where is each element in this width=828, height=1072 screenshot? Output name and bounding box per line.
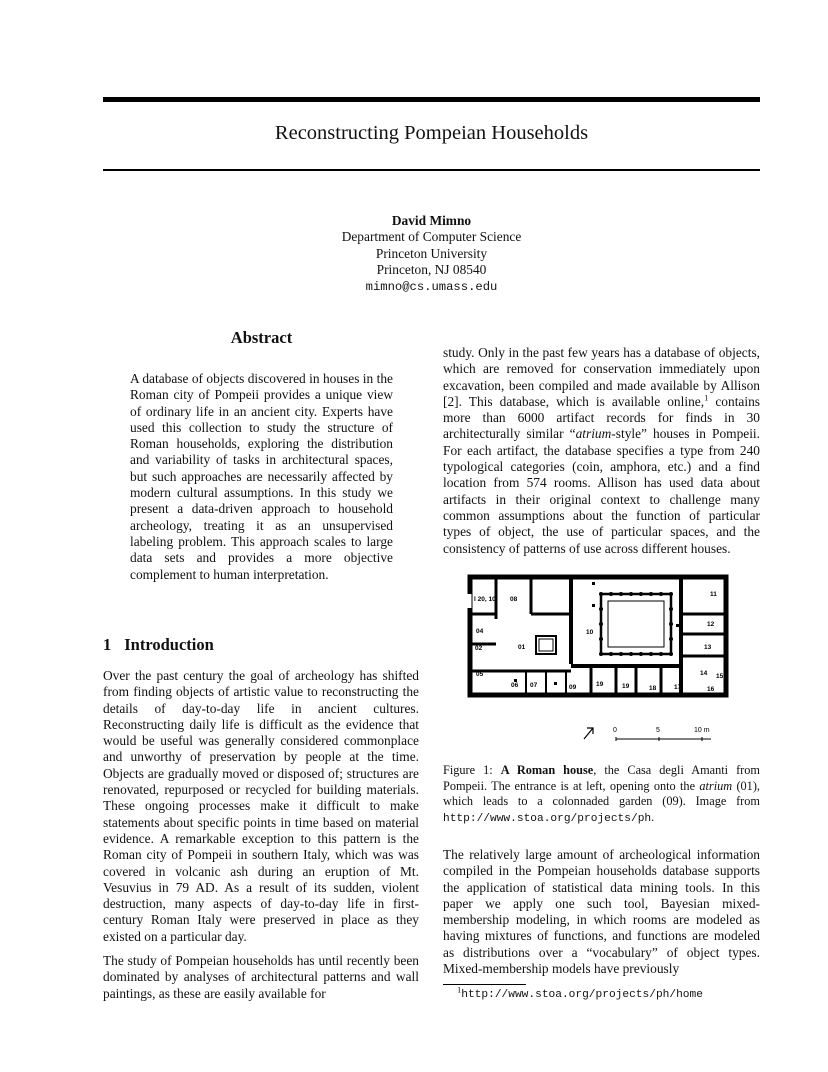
room-label: 07 (530, 682, 538, 689)
scale-label-10m: 10 m (694, 727, 710, 734)
figure-caption (443, 763, 760, 827)
text-run: study. Only in the past few years has a database of objects, which are removed for conservation immediately upon excavation, been compiled and made available by Allison [2]. This database, which is available online, (443, 345, 760, 409)
author-block (103, 213, 760, 295)
intro-paragraph-2: The study of Pompeian households has until recently been dominated by analyses of architectural patterns and wall paintings, as these are easily available for (103, 953, 419, 1001)
room-label: l 20, 10 (474, 596, 496, 603)
caption-prefix: Figure 1: (443, 763, 501, 777)
room-label: 04 (476, 628, 484, 635)
floor-plan-figure (466, 574, 736, 749)
room-label: 19 (622, 683, 630, 690)
room-label: 05 (476, 671, 484, 678)
floor-plan-drawing (466, 574, 736, 749)
room-label: 11 (710, 591, 717, 598)
text-run: contains more than 6000 artifact records for finds in 30 architecturally similar “ (443, 393, 760, 442)
intro-column (103, 668, 419, 1010)
paper-title: Reconstructing Pompeian Households (274, 122, 589, 144)
room-label: 19 (596, 681, 604, 688)
text-run: , the Casa degli Amanti from Pompeii. The entrance is at left, opening onto the (443, 763, 760, 793)
room-label: 16 (707, 686, 715, 693)
room-label: 02 (475, 645, 483, 652)
text-run: . (651, 809, 655, 824)
room-label: 01 (518, 644, 526, 651)
room-label: 14 (700, 670, 708, 677)
room-label: 13 (704, 644, 712, 651)
section-number: 1 (103, 635, 112, 654)
room-label: 08 (510, 596, 518, 603)
room-label: 06 (511, 682, 519, 689)
room-label: 10 (586, 629, 594, 636)
scale-label-0: 0 (613, 727, 617, 734)
footnote-number: 1 (457, 984, 462, 995)
footnote-rule (443, 984, 526, 985)
right-column-paragraph-2: The relatively large amount of archeological information compiled in the Pompeian households database supports the application of statistical data mining tools. In this paper we apply one such tool, Bayesian mixed-membership modeling, in which rooms are modeled as having mixtures of functions, and functions are modeled as distributions over a “vocabulary” of object types. Mixed-membership models have previously (443, 847, 760, 977)
caption-emphasis: atrium (699, 778, 733, 793)
author-address: Princeton, NJ 08540 (376, 262, 487, 278)
footnote (457, 984, 703, 1001)
author-university: Princeton University (375, 245, 488, 261)
room-label: 15 (716, 673, 724, 680)
intro-paragraph-1: Over the past century the goal of archeology has shifted from finding objects of artistic value to reconstructing the details of day-to-day life in ancient cultures. Reconstructing daily life is difficult as the evidence that would be useful was generally considered commonplace and unworthy of preservation by people at the time. Objects are gradually moved or disposed of; structures are renovated, repurposed or recycled for building materials. These ongoing processes make it difficult to make statements about specific points in time based on material evidence. A remarkable exception to this pattern is the Roman city of Pompeii in southern Italy, which was was covered in volcanic ash during an eruption of Mt. Vesuvius in 79 AD. As a result of its sudden, violent destruction, many aspects of day-to-day life in first-century Roman Italy were preserved in place as they existed on a particular day. (103, 668, 419, 944)
room-label: 09 (569, 684, 577, 691)
title-rule-top (103, 97, 760, 102)
scale-label-5: 5 (656, 727, 660, 734)
caption-url: http://www.stoa.org/projects/ph (443, 812, 652, 825)
room-label: 12 (707, 621, 715, 628)
room-label: 18 (649, 685, 657, 692)
caption-title: A Roman house (500, 763, 594, 777)
right-column-paragraph (443, 345, 760, 557)
abstract-text: A database of objects discovered in houses in the Roman city of Pompeii provides a unique view of ordinary life in an ancient city. Experts have used this collection to study the structure of Roman households, exploring the distribution and variability of tasks in architectural spaces, but such approaches are necessarily affected by modern cultural assumptions. In this study we present a data-driven approach to household archeology, treating it as an unsupervised labeling problem. This approach scales to large data sets and provides a more objective complement to human interpretation. (130, 371, 393, 582)
title-rule-bottom (103, 169, 760, 171)
emphasis-atrium: atrium (575, 426, 612, 442)
author-email: mimno@cs.umass.edu (365, 279, 498, 294)
author-department: Department of Computer Science (341, 229, 522, 245)
abstract-heading: Abstract (230, 328, 293, 347)
section-heading (103, 635, 214, 655)
footnote-url: http://www.stoa.org/projects/ph/home (461, 989, 703, 1001)
author-name: David Mimno (391, 213, 472, 228)
text-run: (01), which leads to a colonnaded garden (09). Image from (443, 778, 761, 809)
text-run: -style” houses in Pompeii. For each artifact, the database specifies a type from 240 typological categories (coin, amphora, etc.) and a find location from 574 rooms. Allison has used data about artifacts in their original context to challenge many common assumptions about the function of particular types of object, the use of particular spaces, and the consistency of patterns of use across different houses. (443, 426, 761, 556)
footnote-marker: 1 (704, 392, 709, 403)
section-title: Introduction (124, 635, 214, 654)
room-label: 17 (674, 684, 682, 691)
